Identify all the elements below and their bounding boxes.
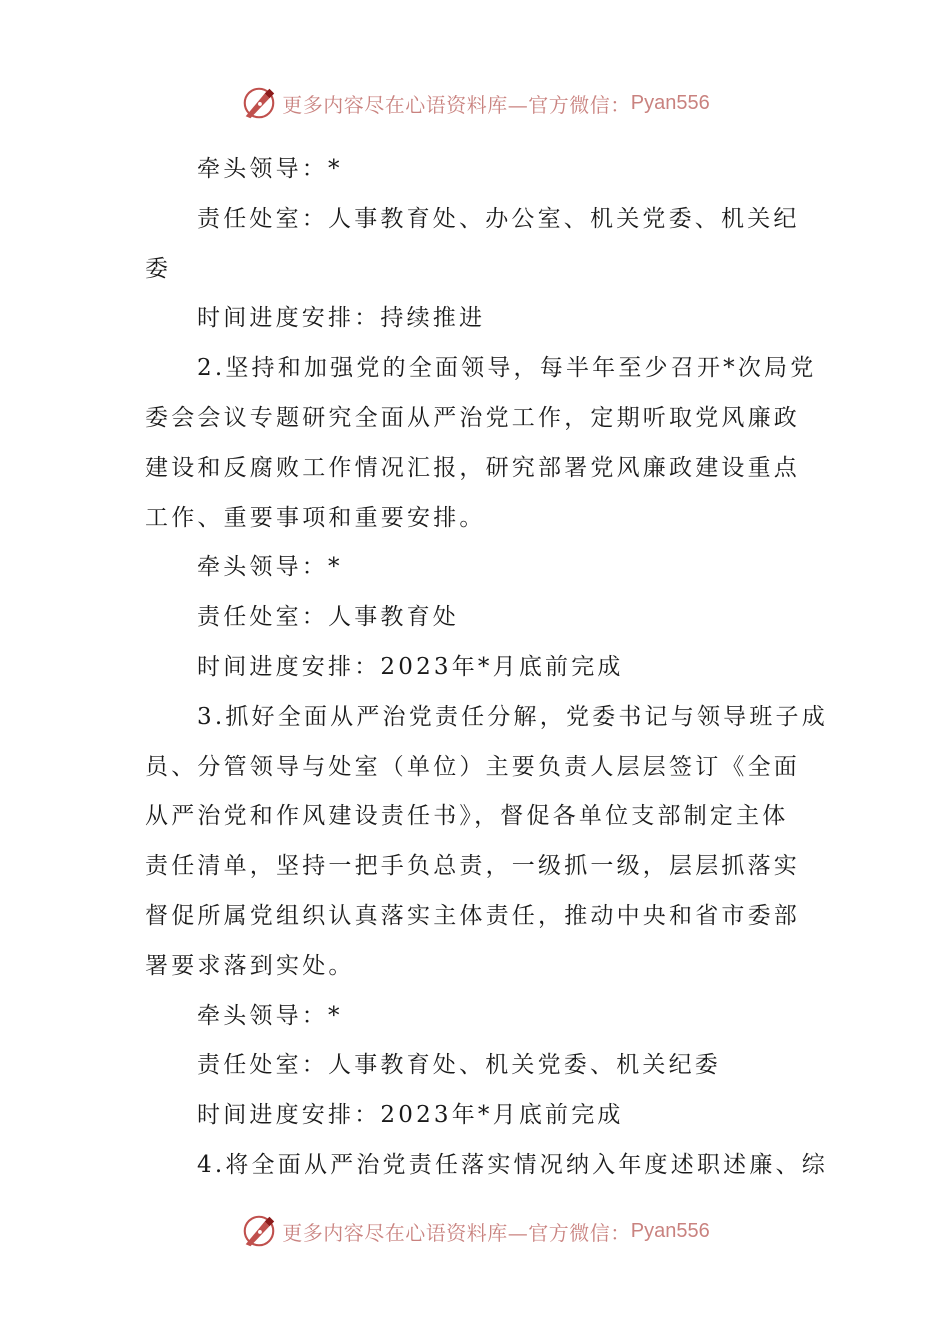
- text-line: 3.抓好全面从严治党责任分解，党委书记与领导班子成: [197, 703, 828, 730]
- text-line: 署要求落到实处。: [145, 952, 355, 979]
- document-body: [145, 145, 828, 1191]
- header-watermark-banner: [0, 81, 950, 125]
- text-line: 员、分管领导与处室（单位）主要负责人层层签订《全面: [145, 753, 800, 780]
- text-line: 责任处室：人事教育处: [197, 604, 459, 631]
- text-line: 建设和反腐败工作情况汇报，研究部署党风廉政建设重点: [145, 454, 800, 481]
- text-line: 牵头领导：*: [197, 1002, 343, 1029]
- watermark-handle: Pyan556: [630, 91, 710, 114]
- text-line: 从严治党和作风建设责任书》，督促各单位支部制定主体: [145, 803, 789, 830]
- watermark-text: 更多内容尽在心语资料库—官方微信：: [282, 92, 631, 117]
- text-line: 委会会议专题研究全面从严治党工作，定期听取党风廉政: [145, 404, 800, 431]
- text-line: 工作、重要事项和重要安排。: [145, 504, 486, 531]
- text-line: 牵头领导：*: [197, 156, 343, 182]
- text-line: 时间进度安排：持续推进: [197, 305, 486, 332]
- text-line: 时间进度安排：2023年*月底前完成: [197, 653, 624, 680]
- pen-nib-circle-icon: [240, 84, 278, 122]
- watermark-handle: Pyan556: [630, 1219, 710, 1242]
- watermark-text: 更多内容尽在心语资料库—官方微信：: [282, 1220, 631, 1245]
- text-line: 责任清单，坚持一把手负总责，一级抓一级，层层抓落实: [145, 853, 800, 880]
- text-line: 责任处室：人事教育处、机关党委、机关纪委: [197, 1052, 721, 1079]
- text-line: 督促所属党组织认真落实主体责任，推动中央和省市委部: [145, 902, 800, 929]
- text-line: 牵头领导：*: [197, 554, 343, 581]
- pen-nib-circle-icon: [240, 1212, 278, 1250]
- text-line: 时间进度安排：2023年*月底前完成: [197, 1102, 624, 1129]
- text-line: 委: [145, 255, 172, 282]
- footer-watermark-banner: [0, 1209, 950, 1253]
- text-line: 2.坚持和加强党的全面领导，每半年至少召开*次局党: [197, 355, 817, 382]
- text-line: 4.将全面从严治党责任落实情况纳入年度述职述廉、综: [197, 1151, 828, 1178]
- text-line: 责任处室：人事教育处、办公室、机关党委、机关纪: [197, 205, 800, 232]
